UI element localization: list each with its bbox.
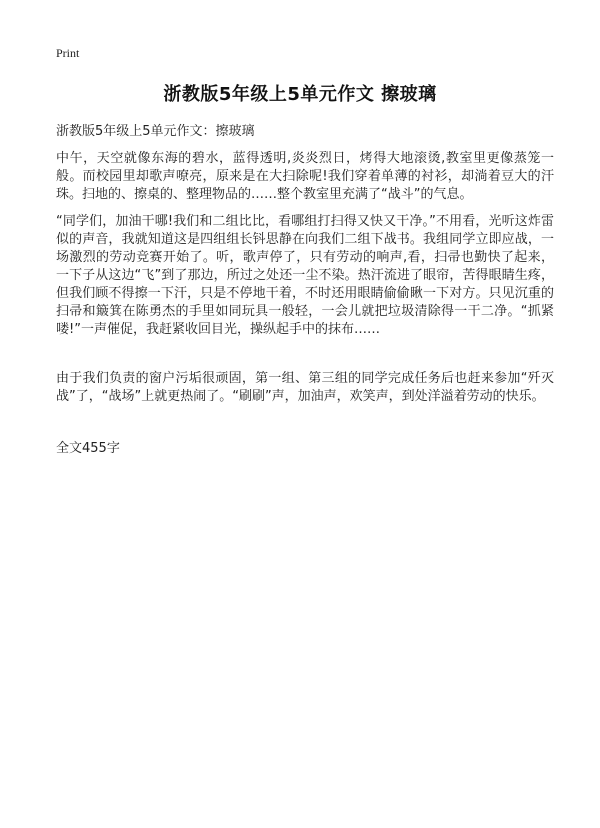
- print-link[interactable]: Print: [56, 46, 80, 60]
- article-title: 浙教版5年级上5单元作文 擦玻璃: [163, 84, 437, 105]
- article-subtitle: 浙教版5年级上5单元作文：擦玻璃: [56, 124, 255, 139]
- paragraph-1: 中午，天空就像东海的碧水，蓝得透明,炎炎烈日，烤得大地滚烫,教室里更像蒸笼一般。而校园里却歌声嘹亮，原来是在大扫除呢!我们穿着单薄的衬衫，却淌着豆大的汗珠。扫地的、擦桌的、整理物品的……整个教室里充满了“战斗”的气息。: [56, 151, 554, 202]
- paragraph-3: 由于我们负责的窗户污垢很顽固，第一组、第三组的同学完成任务后也赶来参加“歼灭战”了，“战场”上就更热闹了。“刷刷”声，加油声，欢笑声，到处洋溢着劳动的快乐。: [56, 371, 554, 404]
- word-count: 全文455字: [56, 441, 120, 456]
- paragraph-2: “同学们，加油干哪!我们和二组比比，看哪组打扫得又快又干净。”不用看，光听这炸雷似的声音，我就知道这是四组组长钭思静在向我们二组下战书。我组同学立即应战，一场激烈的劳动竞赛开始了。听，歌声停了，只有劳动的响声,看，扫帚也勤快了起来，一下子从这边“飞”到了那边，所过之处还一尘不染。热汗流进了眼帘，苦得眼睛生疼，但我们顾不得擦一下汗，只是不停地干着，不时还用眼睛偷偷瞅一下对方。只见沉重的扫帚和簸箕在陈勇杰的手里如同玩具一般轻，一会儿就把垃圾清除得一干二净。“抓紧喽!”一声催促，我赶紧收回目光，操纵起手中的抹布……: [56, 214, 554, 337]
